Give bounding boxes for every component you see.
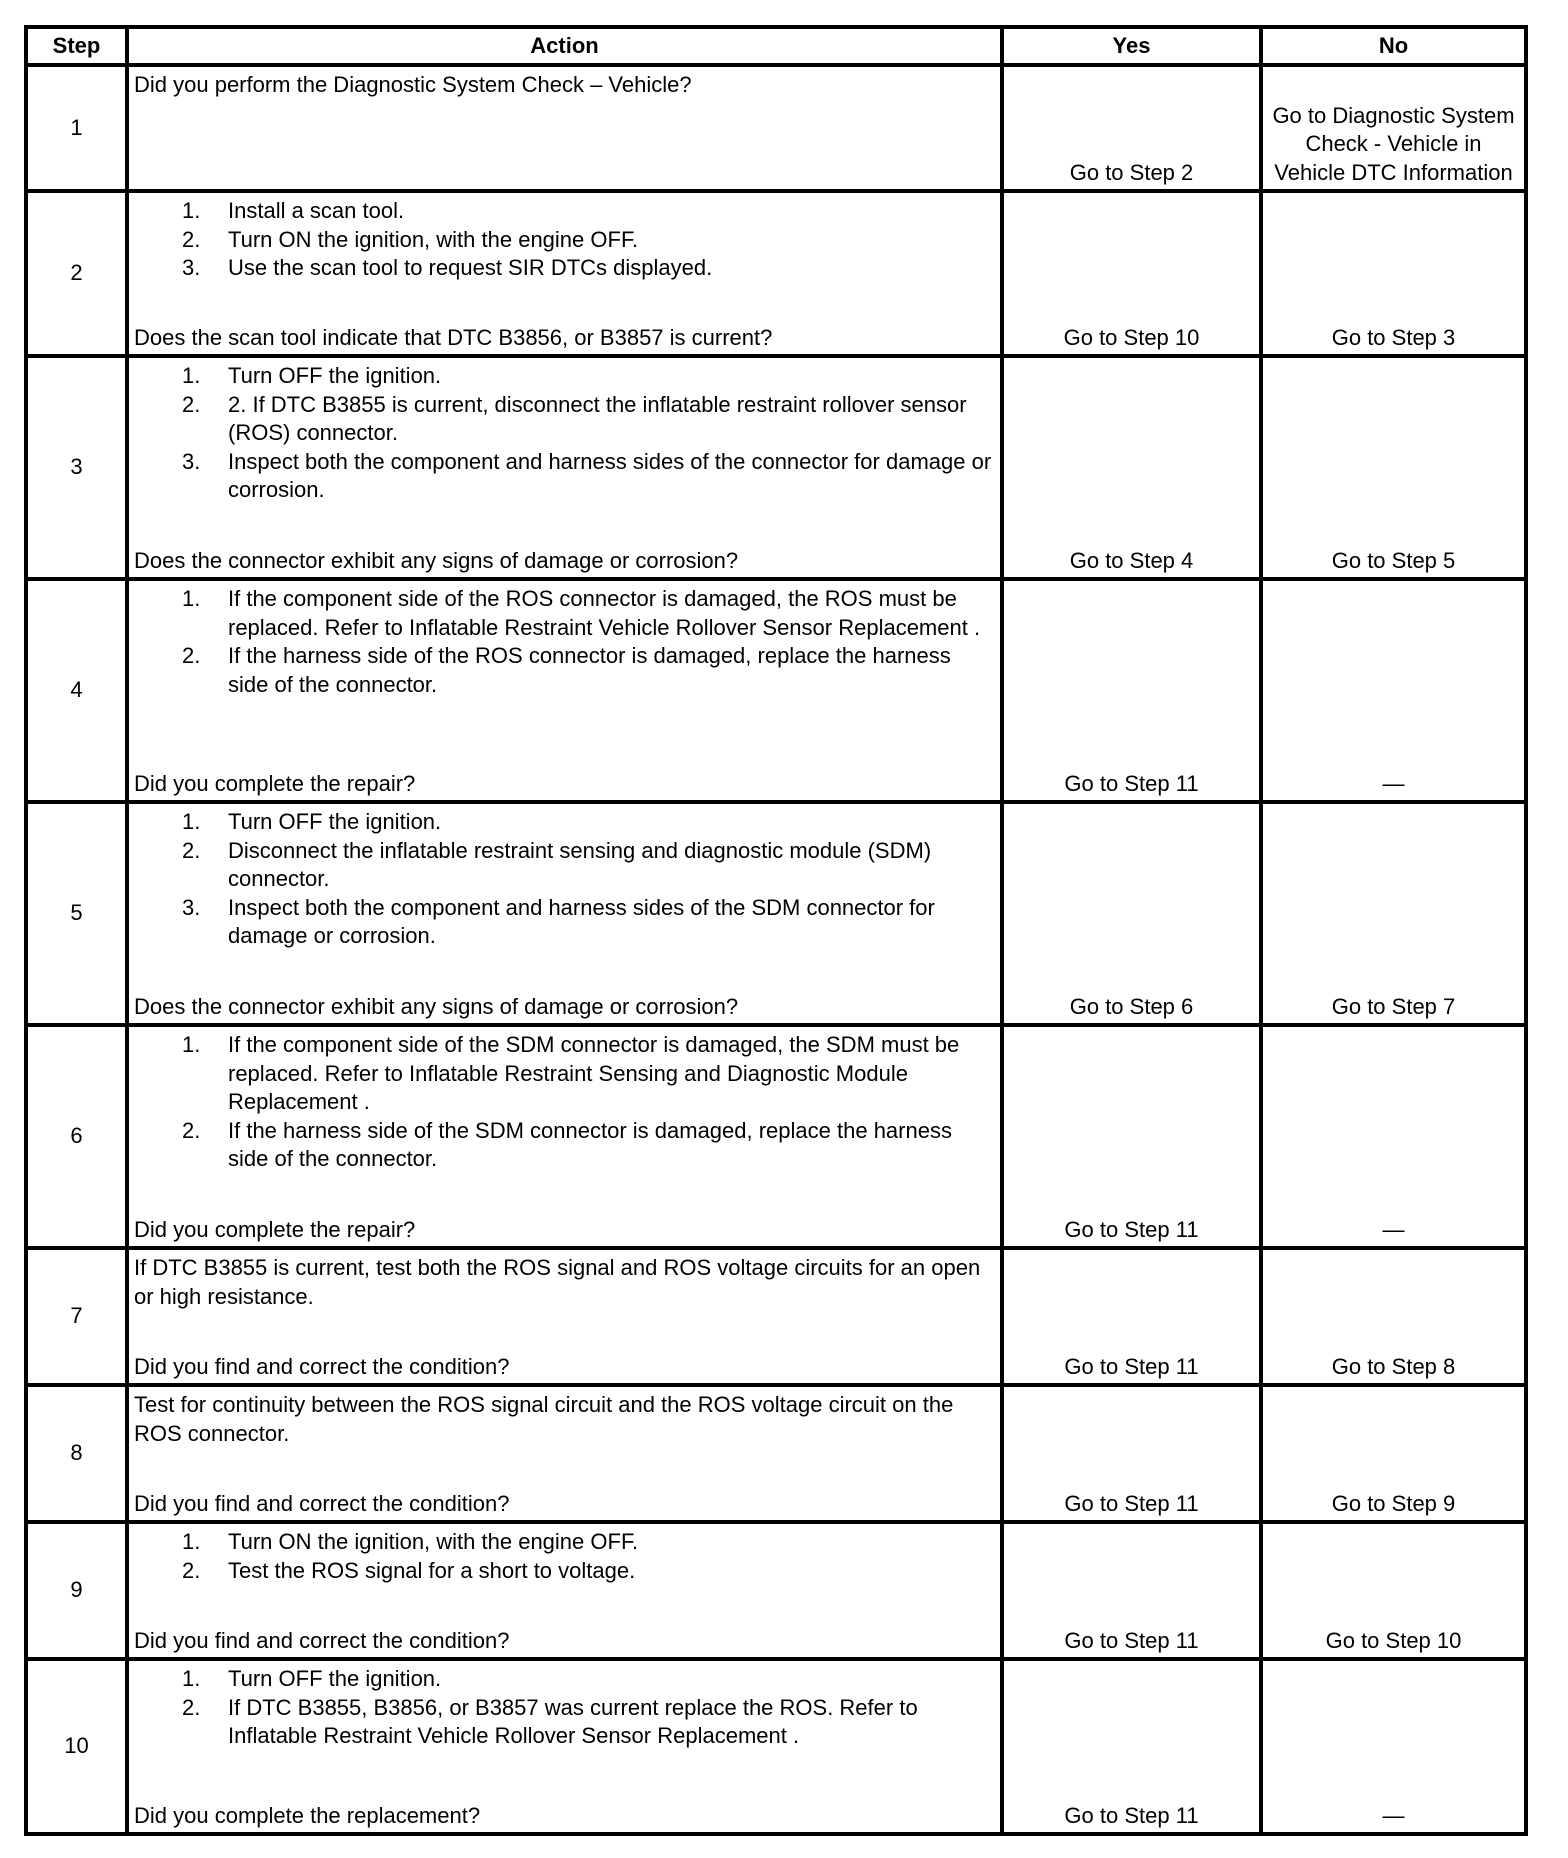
action-cell: [129, 1661, 1000, 1832]
step-number: 8: [26, 1385, 127, 1522]
item-number: 1.: [182, 1666, 201, 1691]
item-text: Test the ROS signal for a short to voltage.: [228, 1557, 636, 1583]
no-result: —: [1382, 1216, 1405, 1242]
item-text: If the component side of the ROS connector is damaged, the ROS must be replaced. Refer to Inflatable Restraint Vehicle Rollover Sensor Replacement .: [228, 586, 981, 640]
action-list: [134, 1665, 996, 1751]
action-list: [134, 362, 996, 505]
step-number: 10: [26, 1659, 127, 1834]
action-question: Did you find and correct the condition?: [134, 1627, 510, 1653]
item-number: 2.: [182, 837, 201, 863]
step-number: 1: [26, 65, 127, 191]
action-question: Does the connector exhibit any signs of damage or corrosion?: [134, 993, 739, 1019]
item-text: Turn OFF the ignition.: [228, 809, 442, 834]
item-number: 2.: [182, 643, 201, 668]
action-list-item: [134, 642, 996, 699]
action-cell: [129, 358, 1000, 577]
header-no: No: [1261, 27, 1526, 65]
no-result: Go to Step 3: [1331, 324, 1456, 350]
action-list-item: [134, 226, 996, 255]
no-result: Go to Step 9: [1331, 1490, 1456, 1516]
action-question: Did you find and correct the condition?: [134, 1490, 510, 1516]
action-question: Did you complete the replacement?: [134, 1802, 481, 1828]
step-number: 4: [26, 579, 127, 802]
action-question: Does the connector exhibit any signs of damage or corrosion?: [134, 547, 739, 573]
item-number: 2.: [182, 1694, 201, 1720]
action-list-item: [134, 1665, 996, 1694]
table-row: [26, 802, 1526, 1025]
table-row: [26, 356, 1526, 579]
table-row: [26, 1522, 1526, 1659]
item-number: 3.: [182, 894, 201, 920]
item-number: 1.: [182, 1032, 201, 1057]
item-text: Disconnect the inflatable restraint sensing and diagnostic module (SDM) connector.: [228, 837, 932, 891]
action-cell: [129, 67, 1000, 189]
item-text: If the harness side of the ROS connector is damaged, replace the harness side of the connector.: [228, 643, 951, 697]
action-question: Did you complete the repair?: [134, 770, 416, 796]
table-row: [26, 1385, 1526, 1522]
item-text: Use the scan tool to request SIR DTCs displayed.: [228, 255, 713, 280]
item-text: 2. If DTC B3855 is current, disconnect the inflatable restraint rollover sensor (ROS) connector.: [228, 391, 967, 445]
step-number: 2: [26, 191, 127, 356]
item-number: 2.: [182, 1117, 201, 1143]
item-text: Turn OFF the ignition.: [228, 1666, 442, 1691]
item-text: Turn ON the ignition, with the engine OFF.: [228, 226, 639, 252]
action-cell: [129, 1387, 1000, 1520]
item-number: 1.: [182, 198, 201, 223]
no-result: Go to Step 7: [1331, 993, 1456, 1019]
action-cell: [129, 1524, 1000, 1657]
action-list-item: [134, 894, 996, 951]
action-question: Does the scan tool indicate that DTC B3856, or B3857 is current?: [134, 324, 773, 350]
table-row: [26, 1025, 1526, 1248]
action-list-item: [134, 1031, 996, 1117]
action-list-item: [134, 1694, 996, 1751]
action-list-item: [134, 391, 996, 448]
action-list-item: [134, 197, 996, 226]
header-row: [26, 27, 1526, 65]
action-question: Did you complete the repair?: [134, 1216, 416, 1242]
item-text: Turn ON the ignition, with the engine OFF.: [228, 1529, 639, 1554]
action-cell: [129, 804, 1000, 1023]
table-row: [26, 191, 1526, 356]
item-text: If DTC B3855, B3856, or B3857 was current replace the ROS. Refer to Inflatable Restraint Vehicle Rollover Sensor Replacement .: [228, 1694, 918, 1748]
action-list: [134, 1528, 996, 1585]
table-row: [26, 1659, 1526, 1834]
item-text: If the harness side of the SDM connector is damaged, replace the harness side of the connector.: [228, 1117, 952, 1171]
yes-result: Go to Step 11: [1064, 770, 1199, 796]
header-action: Action: [127, 27, 1002, 65]
item-text: Turn OFF the ignition.: [228, 363, 442, 388]
action-list: [134, 585, 996, 699]
action-list: [134, 1031, 996, 1174]
step-number: 3: [26, 356, 127, 579]
yes-result: Go to Step 11: [1064, 1353, 1199, 1379]
item-number: 1.: [182, 586, 201, 611]
action-intro: Test for continuity between the ROS signal circuit and the ROS voltage circuit on the ROS connector.: [134, 1392, 954, 1446]
item-number: 2.: [182, 391, 201, 417]
item-text: Install a scan tool.: [228, 198, 405, 223]
action-list-item: [134, 837, 996, 894]
action-intro: If DTC B3855 is current, test both the ROS signal and ROS voltage circuits for an open or high resistance.: [134, 1255, 981, 1309]
action-cell: [129, 1027, 1000, 1246]
yes-result: Go to Step 11: [1064, 1802, 1199, 1828]
item-text: If the component side of the SDM connector is damaged, the SDM must be replaced. Refer to Inflatable Restraint Sensing and Diagnostic Module Replacement .: [228, 1032, 960, 1114]
yes-result: Go to Step 10: [1063, 324, 1200, 350]
item-number: 3.: [182, 448, 201, 474]
table-row: [26, 579, 1526, 802]
item-text: Inspect both the component and harness sides of the SDM connector for damage or corrosion.: [228, 894, 935, 948]
action-list-item: [134, 808, 996, 837]
item-number: 2.: [182, 226, 201, 252]
step-number: 6: [26, 1025, 127, 1248]
yes-result: Go to Step 6: [1069, 993, 1194, 1019]
no-result: Go to Diagnostic System Check - Vehicle in Vehicle DTC Information: [1272, 102, 1515, 185]
action-list-item: [134, 585, 996, 642]
item-number: 3.: [182, 255, 201, 280]
item-number: 1.: [182, 1529, 201, 1554]
table-row: [26, 65, 1526, 191]
action-cell: [129, 581, 1000, 800]
yes-result: Go to Step 2: [1069, 159, 1194, 185]
table-row: [26, 1248, 1526, 1385]
no-result: Go to Step 8: [1331, 1353, 1456, 1379]
no-result: Go to Step 10: [1325, 1627, 1462, 1653]
item-text: Inspect both the component and harness sides of the connector for damage or corrosion.: [228, 448, 992, 502]
item-number: 1.: [182, 809, 201, 834]
action-list-item: [134, 254, 996, 283]
item-number: 2.: [182, 1557, 201, 1583]
action-list: [134, 808, 996, 951]
yes-result: Go to Step 11: [1064, 1490, 1199, 1516]
no-result: Go to Step 5: [1331, 547, 1456, 573]
action-question: Did you find and correct the condition?: [134, 1353, 510, 1379]
action-list-item: [134, 362, 996, 391]
step-number: 5: [26, 802, 127, 1025]
diagnostic-table: [24, 25, 1528, 1836]
action-list-item: [134, 448, 996, 505]
header-yes: Yes: [1002, 27, 1261, 65]
action-intro: Did you perform the Diagnostic System Check – Vehicle?: [134, 72, 692, 97]
step-number: 9: [26, 1522, 127, 1659]
step-number: 7: [26, 1248, 127, 1385]
yes-result: Go to Step 11: [1064, 1627, 1199, 1653]
action-list-item: [134, 1528, 996, 1557]
action-list-item: [134, 1117, 996, 1174]
header-step: Step: [26, 27, 127, 65]
action-list-item: [134, 1557, 996, 1586]
no-result: —: [1382, 1802, 1405, 1828]
action-cell: [129, 1250, 1000, 1383]
yes-result: Go to Step 4: [1069, 547, 1194, 573]
action-cell: [129, 193, 1000, 354]
no-result: —: [1382, 770, 1405, 796]
yes-result: Go to Step 11: [1064, 1216, 1199, 1242]
item-number: 1.: [182, 363, 201, 388]
action-list: [134, 197, 996, 283]
